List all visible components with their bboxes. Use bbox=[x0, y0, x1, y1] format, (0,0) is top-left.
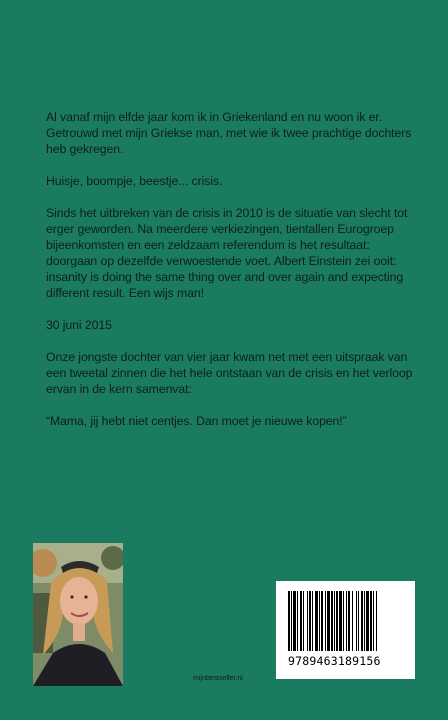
paragraph-tagline: Huisje, boompje, beestje... crisis. bbox=[46, 174, 223, 188]
paragraph-daughter: Onze jongste dochter van vier jaar kwam net met een uitspraak van een tweetal zinnen die het hele ontstaan van de crisis en het verloop ervan in de kern samenvat: bbox=[46, 350, 413, 396]
isbn-number: 9789463189156 bbox=[288, 654, 381, 668]
barcode-bars bbox=[288, 591, 403, 651]
paragraph-crisis: Sinds het uitbreken van de crisis in 2010 is de situatie van slecht tot erger geworden. Na meerdere verkiezingen, tientallen Eurogroep bijeenkomsten en een zeldzaam referendum is het resultaat: doorgaan op dezelfde verwoestende voet. Albert Einstein zei ooit: insanity is doing the same thing over and over again and expecting different result. Een wijs man! bbox=[46, 206, 408, 300]
paragraph-intro: Al vanaf mijn elfde jaar kom ik in Griekenland en nu woon ik er. Getrouwd met mijn Griekse man, met wie ik twee prachtige dochters heb gekregen. bbox=[46, 110, 412, 156]
isbn-barcode bbox=[276, 581, 415, 679]
publisher-name: mijnbestseller.nl bbox=[193, 675, 243, 682]
blurb-text bbox=[46, 109, 418, 445]
author-photo bbox=[33, 543, 123, 686]
paragraph-date: 30 juni 2015 bbox=[46, 318, 112, 332]
paragraph-quote: “Mama, jij hebt niet centjes. Dan moet je nieuwe kopen!” bbox=[46, 414, 347, 428]
